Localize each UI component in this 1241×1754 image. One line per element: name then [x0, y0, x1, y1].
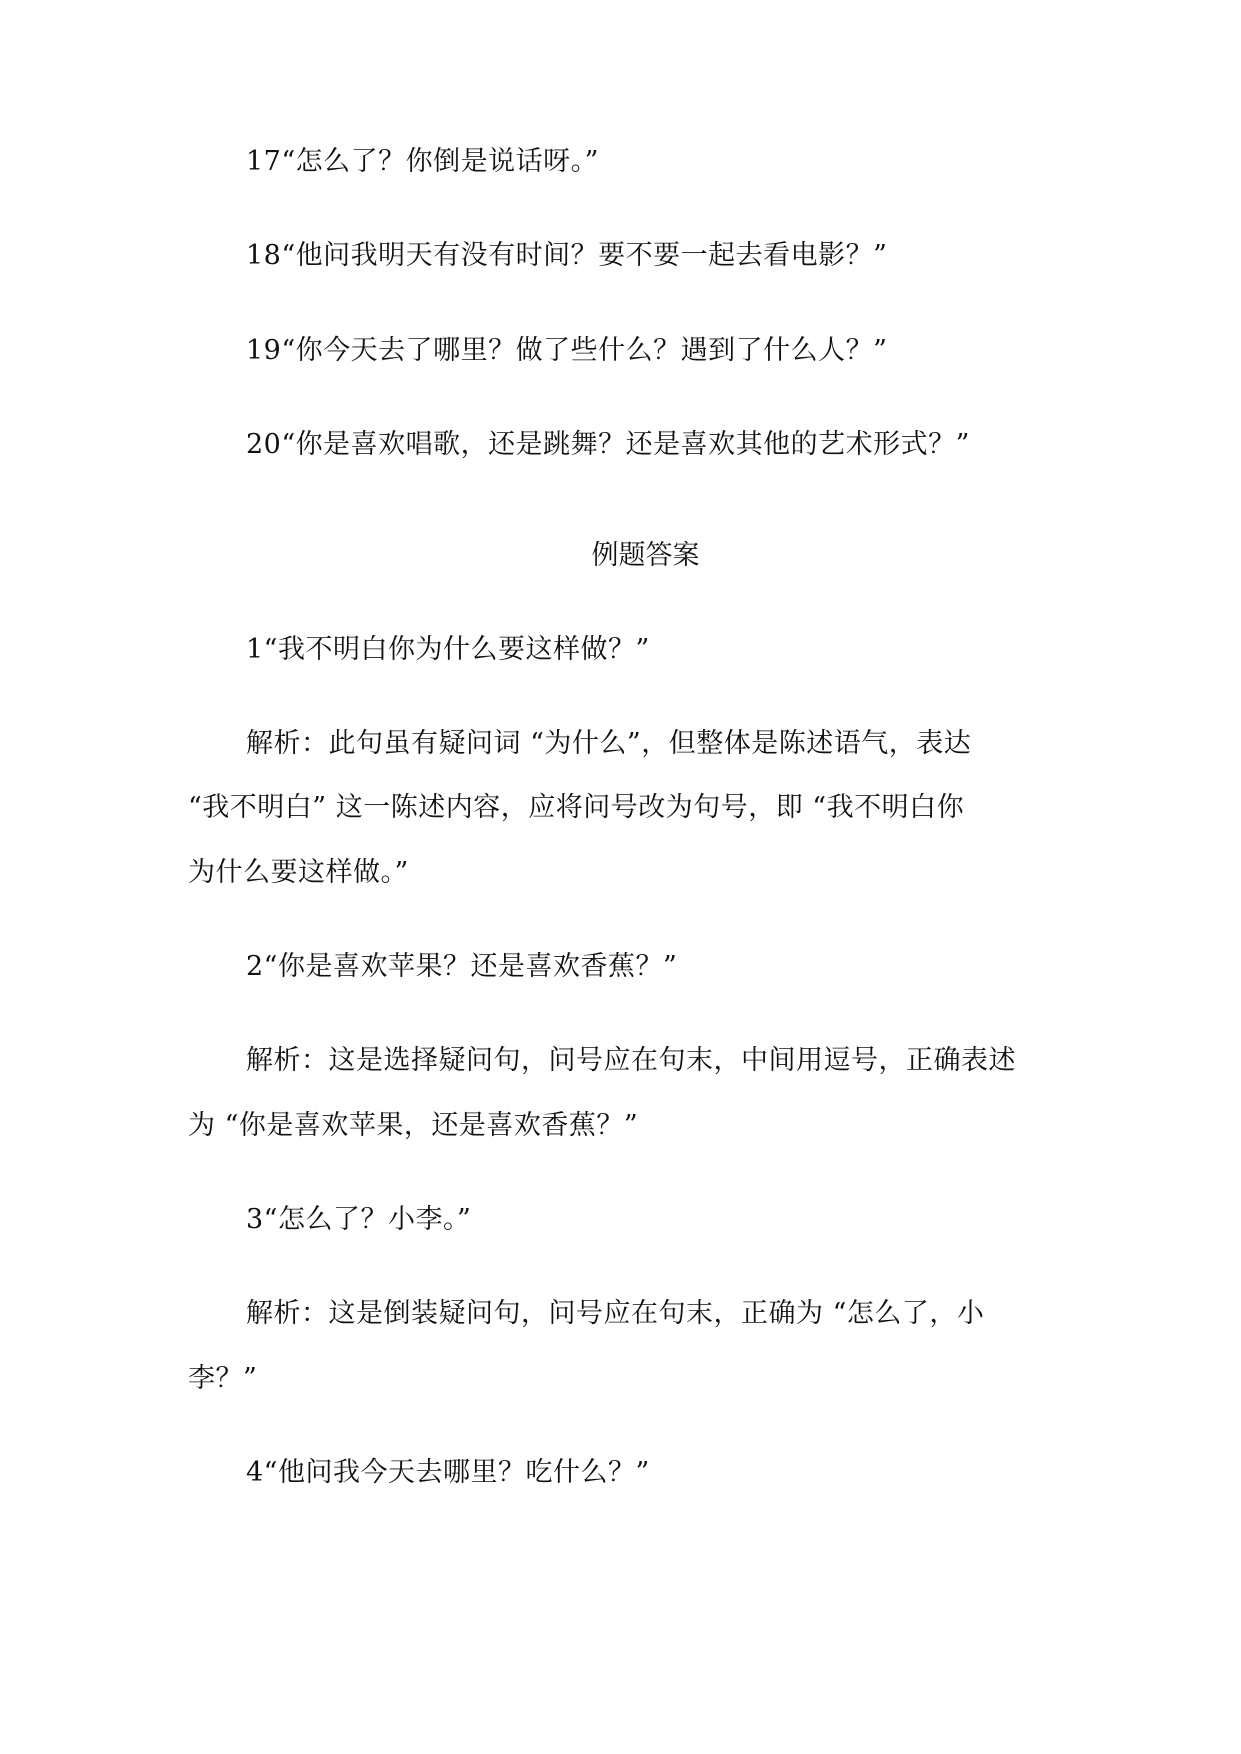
exercise-18: 18“他问我明天有没有时间？要不要一起去看电影？”: [246, 240, 888, 271]
answer-2-question: 2“你是喜欢苹果？还是喜欢香蕉？”: [246, 951, 678, 982]
answer-4-question: 4“他问我今天去哪里？吃什么？”: [246, 1457, 650, 1488]
answer-3-analysis-line-1: 解析：这是倒装疑问句，问号应在句末，正确为 “怎么了，小: [246, 1298, 985, 1329]
exercise-20: 20“你是喜欢唱歌，还是跳舞？还是喜欢其他的艺术形式？”: [246, 429, 970, 460]
answer-2-analysis-line-1: 解析：这是选择疑问句，问号应在句末，中间用逗号，正确表述: [246, 1045, 1016, 1076]
answer-2-analysis-line-2: 为 “你是喜欢苹果，还是喜欢香蕉？”: [188, 1110, 639, 1141]
exercise-19: 19“你今天去了哪里？做了些什么？遇到了什么人？”: [246, 335, 888, 366]
exercise-17: 17“怎么了？你倒是说话呀。”: [246, 146, 599, 177]
answer-3-analysis-line-2: 李？”: [188, 1363, 258, 1394]
answers-heading: 例题答案: [591, 540, 700, 571]
answer-1-question: 1“我不明白你为什么要这样做？”: [246, 634, 650, 665]
answer-1-analysis-line-2: “我不明白” 这一陈述内容，应将问号改为句号，即 “我不明白你: [188, 792, 965, 823]
answer-1-analysis-line-3: 为什么要这样做。”: [188, 857, 409, 888]
answer-1-analysis-line-1: 解析：此句虽有疑问词 “为什么”，但整体是陈述语气，表达: [246, 728, 972, 759]
answer-3-question: 3“怎么了？小李。”: [246, 1204, 472, 1235]
